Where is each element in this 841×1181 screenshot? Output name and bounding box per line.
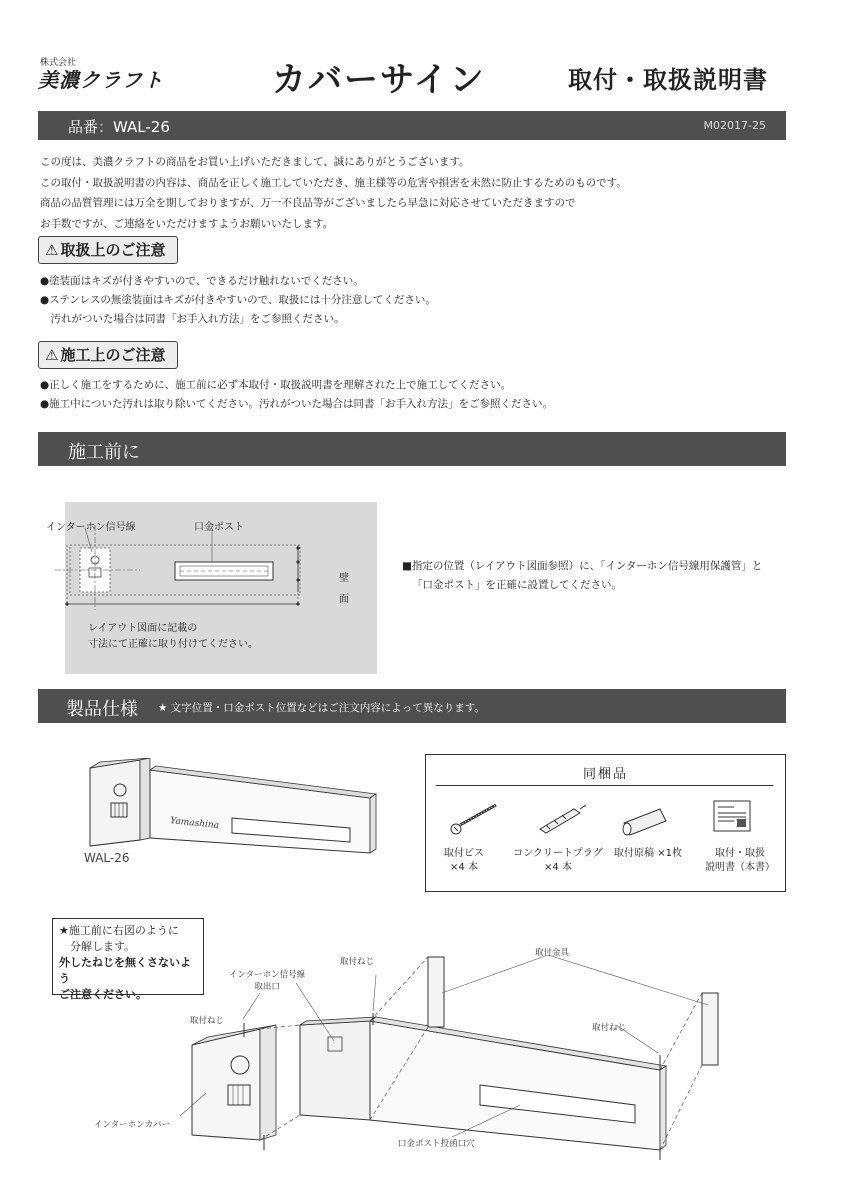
list-item: 汚れがついた場合は同書「お手入れ方法」をご参照ください。 xyxy=(40,313,345,325)
label-intercom-line: インターホン信号線 xyxy=(46,522,136,533)
doc-type-title: 取付・取扱説明書 xyxy=(568,66,768,94)
intro-line: お手数ですが、ご連絡をいただけますようお願いいたします。 xyxy=(40,217,334,230)
handling-caution-list xyxy=(40,272,436,329)
label-mounting-screw: 取付ねじ xyxy=(340,957,375,967)
label-wall: 面 xyxy=(339,594,349,605)
doc-code: M02017-25 xyxy=(703,119,766,132)
company-prefix: 株式会社 xyxy=(40,58,77,68)
spec-section-bar xyxy=(38,689,786,723)
before-install-section-bar xyxy=(38,432,786,466)
model-bar xyxy=(38,111,786,140)
model-number: 品番：WAL-26 xyxy=(68,118,170,136)
intro-line: 商品の品質管理には万全を期しておりますが、万一不良品等がございましたら早急に対応させていただきますので xyxy=(40,197,576,209)
warning-icon: ⚠ xyxy=(45,346,59,364)
divider xyxy=(436,785,773,786)
included-items-box xyxy=(425,754,786,892)
intro-paragraph xyxy=(40,152,627,234)
product-title: カバーサイン xyxy=(272,60,486,100)
intro-line: この取付・取扱説明書の内容は、商品を正しく施工していただき、施主様等の危害や損害を未然に防止するためのものです。 xyxy=(40,176,627,189)
handling-caution-heading: ⚠ 取扱上のご注意 xyxy=(38,236,178,264)
model-caption: WAL-26 xyxy=(84,851,130,865)
section-title: 製品仕様 xyxy=(66,699,138,720)
install-caution-heading: ⚠ 施工上のご注意 xyxy=(38,341,178,369)
label-mounting-screw: 取付ねじ xyxy=(190,1016,225,1026)
list-item: ●施工中についた汚れは取り除いてください。汚れがついた場合は同書「お手入れ方法」をご参照ください。 xyxy=(40,398,553,410)
sign-lettering: Yamashina xyxy=(169,816,220,832)
product-illustration xyxy=(80,758,380,858)
label-post-slot: 口金ポスト投函口穴 xyxy=(398,1139,475,1149)
before-install-note: ■指定の位置（レイアウト図面参照）に、「インターホン信号線用保護管」と 「口金ポスト」を正確に設置してください。 xyxy=(402,560,763,591)
warning-icon: ⚠ xyxy=(45,241,59,259)
spec-note: ★ 文字位置・口金ポスト位置などはご注文内容によって異なります。 xyxy=(158,702,485,714)
disassembly-note: ★施工前に右図のように 分解します。 外したねじを無くさないよう ご注意ください。 xyxy=(52,918,204,995)
list-item: ●塗装面はキズが付きやすいので、できるだけ触れないでください。 xyxy=(40,275,364,287)
label-intercom-outlet: インターホン信号線 取出口 xyxy=(229,970,306,992)
included-item: 取付原稿 ×1枚 xyxy=(614,848,682,859)
intro-line: この度は、美濃クラフトの商品をお買い上げいただきまして、誠にありがとうございます。 xyxy=(40,156,470,168)
list-item: ●ステンレスの無塗装面はキズが付きやすいので、取扱には十分注意してください。 xyxy=(40,294,436,306)
list-item: ●正しく施工をするために、施工前に必ず本取付・取扱説明書を理解された上で施工してください。 xyxy=(40,379,512,391)
company-logo: 美濃クラフト xyxy=(38,68,164,92)
section-title: 施工前に xyxy=(68,442,140,463)
label-mounting-screw: 取付ねじ xyxy=(592,1023,627,1033)
plug-icon xyxy=(534,799,594,839)
included-items-title: 同梱品 xyxy=(582,767,628,782)
manual-icon xyxy=(710,797,760,837)
label-post: 口金ポスト xyxy=(194,522,244,533)
install-caution-list xyxy=(40,376,553,414)
label-intercom-cover: インターホンカバー xyxy=(94,1120,171,1130)
included-item: コンクリートプラグ ×4 本 xyxy=(513,848,603,873)
diagram-caption: レイアウト図面に記載の 寸法にて正確に取り付けてください。 xyxy=(88,623,258,650)
included-item: 取付・取扱 説明書（本書） xyxy=(705,848,775,873)
label-wall: 壁 xyxy=(339,573,349,584)
screw-icon xyxy=(446,799,506,839)
template-roll-icon xyxy=(616,799,676,839)
label-mounting-bracket: 取付金具 xyxy=(535,948,570,958)
included-item: 取付ビス ×4 本 xyxy=(444,848,484,873)
